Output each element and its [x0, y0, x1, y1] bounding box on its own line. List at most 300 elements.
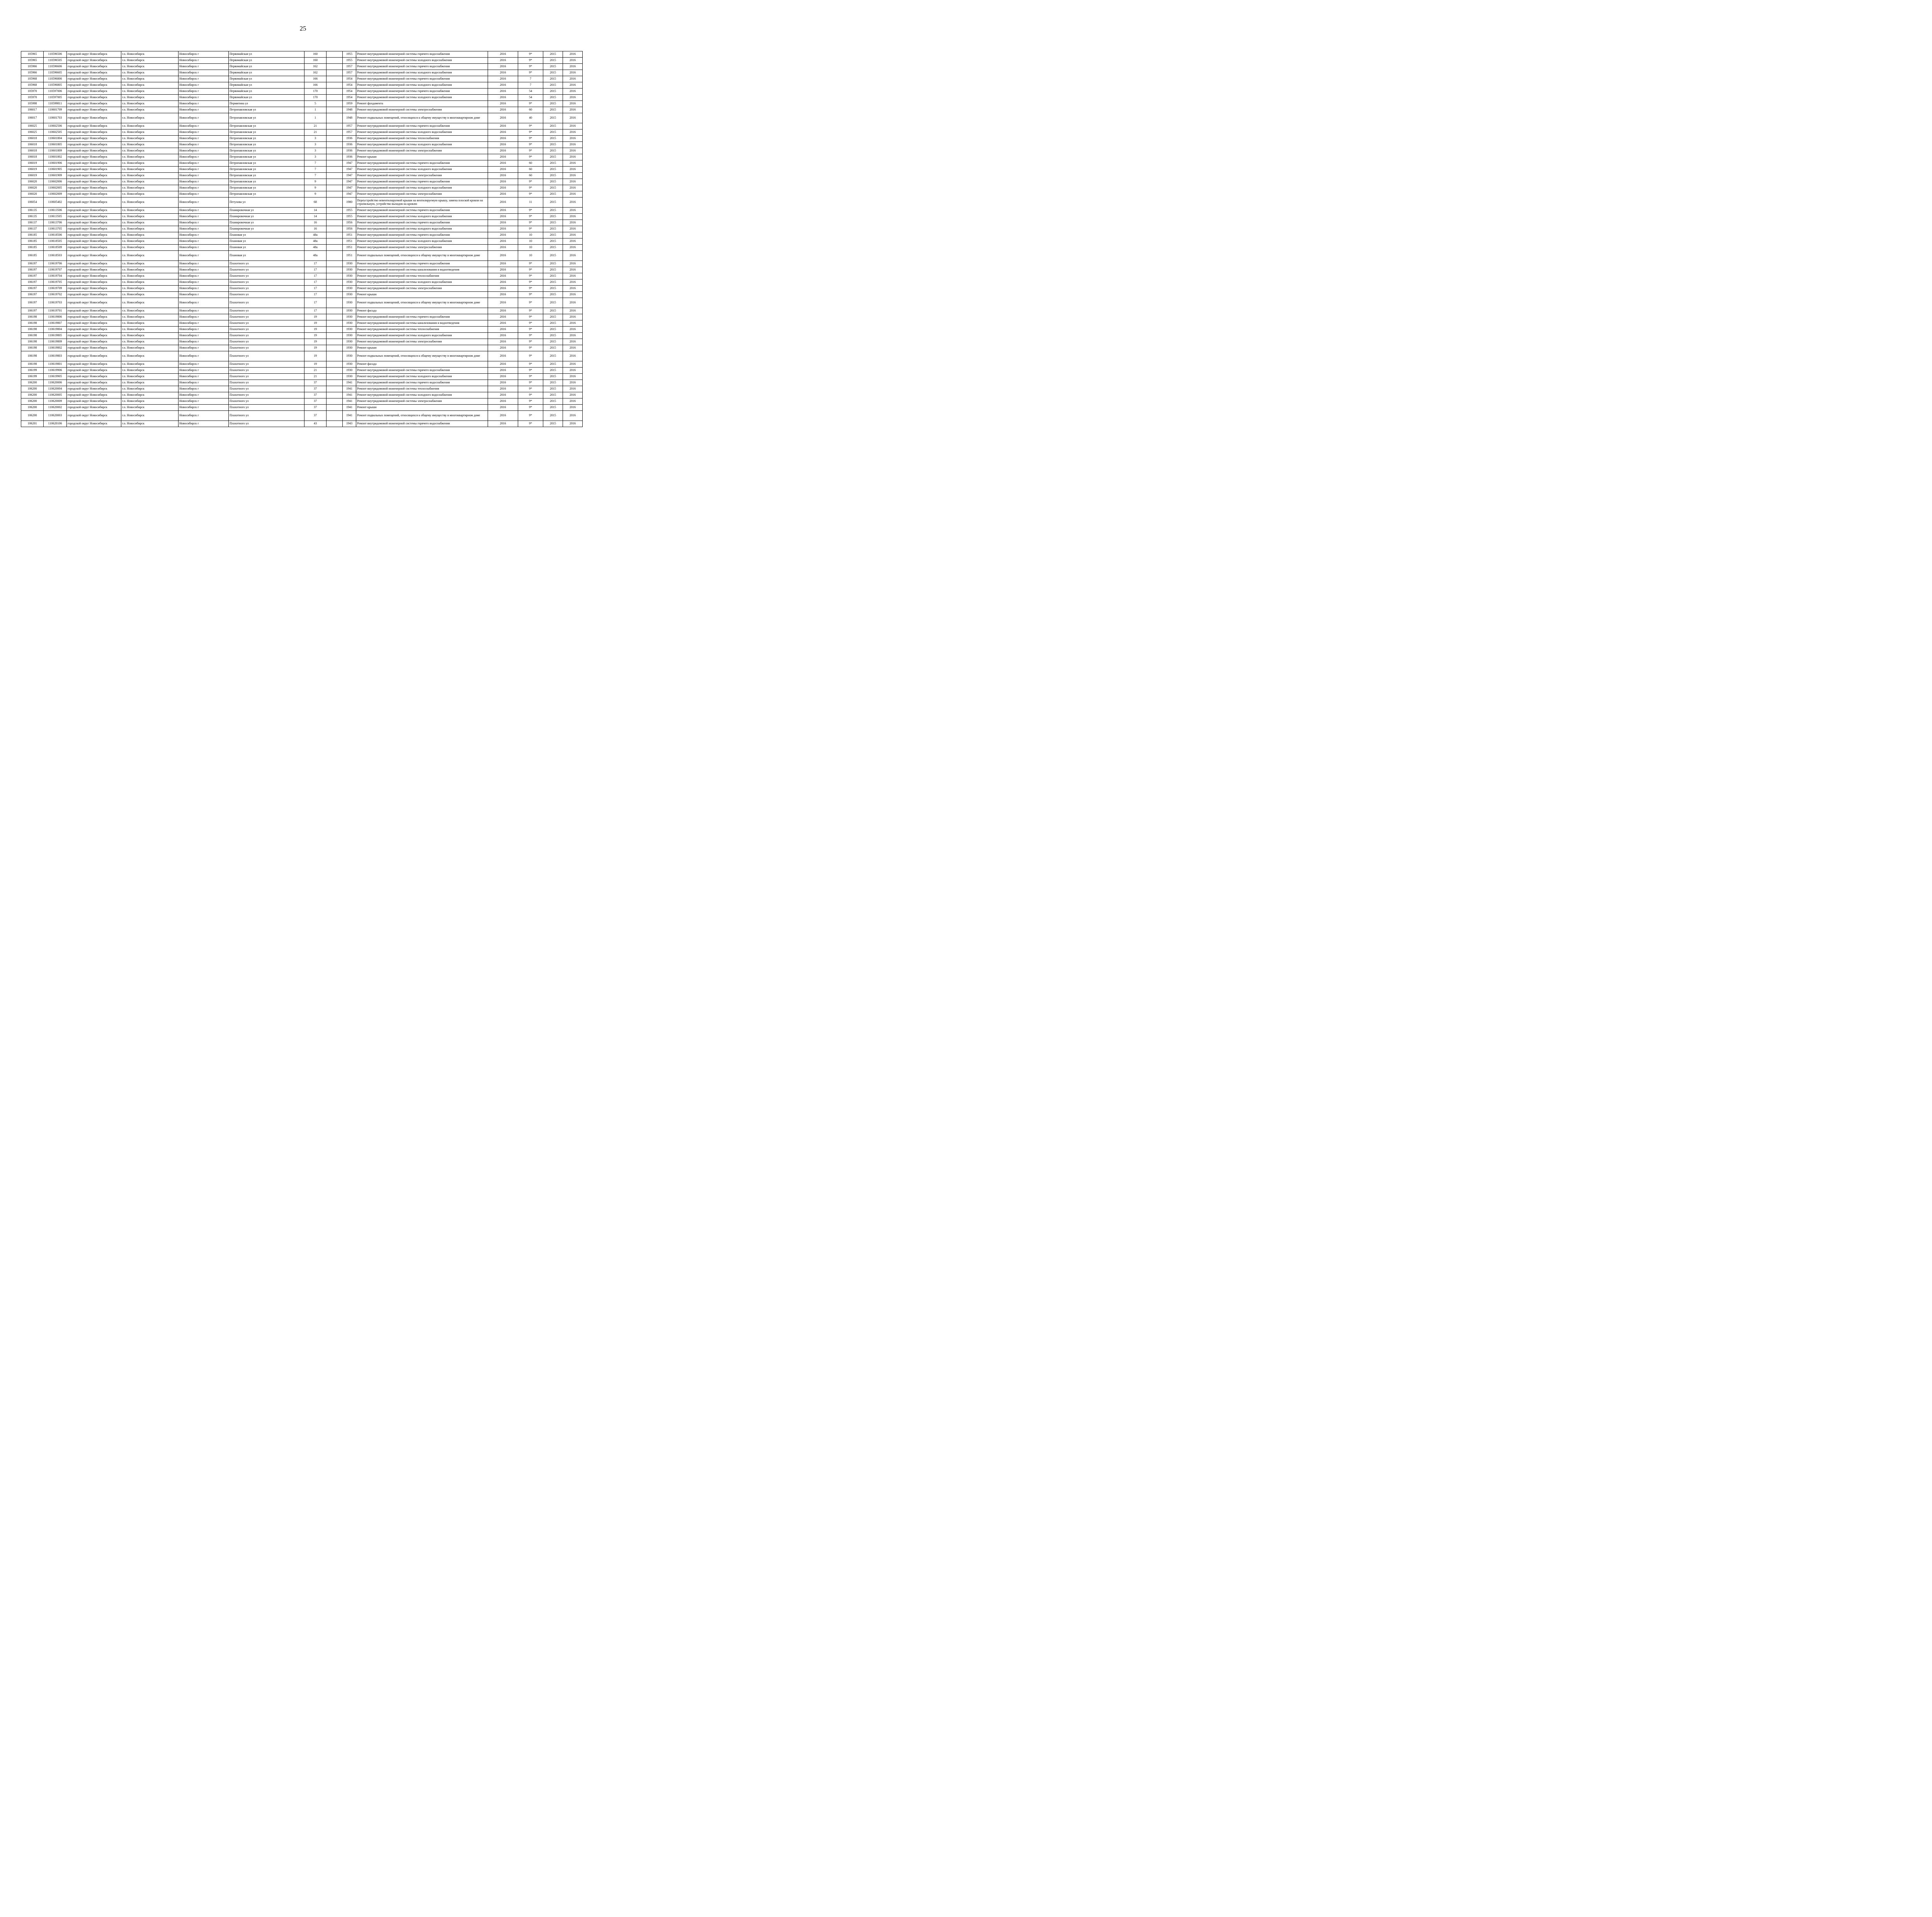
construction-year-cell: 1957: [343, 70, 356, 76]
building-cell: [327, 286, 343, 292]
street-cell: Плахотного ул: [229, 292, 304, 298]
construction-year-cell: 1955: [343, 51, 356, 58]
start-year-cell: 2015: [543, 245, 563, 251]
house-id-cell: 105970: [21, 95, 44, 101]
settlement-cell: Новосибирск г: [179, 70, 229, 76]
wear-percent-cell: 9*: [518, 411, 543, 421]
municipal-district-cell: городской округ Новосибирск: [67, 129, 121, 136]
wear-percent-cell: 10: [518, 251, 543, 261]
municipality-cell: г.о. Новосибирск: [121, 76, 179, 82]
house-number-cell: 37: [304, 398, 327, 405]
end-year-cell: 2016: [563, 411, 583, 421]
plan-year-cell: 2016: [488, 327, 518, 333]
start-year-cell: 2015: [543, 142, 563, 148]
record-id-cell: 110596805: [44, 82, 67, 89]
street-cell: Петропавловская ул: [229, 191, 304, 197]
building-cell: [327, 214, 343, 220]
settlement-cell: Новосибирск г: [179, 113, 229, 123]
work-type-cell: Ремонт внутридомовой инженерной системы горячего водоснабжения: [356, 368, 488, 374]
table-row: [21, 380, 583, 386]
municipal-district-cell: городской округ Новосибирск: [67, 374, 121, 380]
street-cell: Планировочная ул: [229, 220, 304, 226]
plan-year-cell: 2016: [488, 136, 518, 142]
plan-year-cell: 2016: [488, 179, 518, 185]
municipal-district-cell: городской округ Новосибирск: [67, 107, 121, 113]
house-id-cell: 105998: [21, 101, 44, 107]
municipal-district-cell: городской округ Новосибирск: [67, 368, 121, 374]
work-type-cell: Ремонт внутридомовой инженерной системы канализования и водоотведения: [356, 267, 488, 273]
work-type-cell: Ремонт внутридомовой инженерной системы холодного водоснабжения: [356, 226, 488, 232]
construction-year-cell: 1947: [343, 191, 356, 197]
house-number-cell: 5: [304, 101, 327, 107]
house-id-cell: 106198: [21, 345, 44, 351]
house-number-cell: 21: [304, 368, 327, 374]
record-id-cell: 110619804: [44, 327, 67, 333]
construction-year-cell: 1930: [343, 368, 356, 374]
construction-year-cell: 1930: [343, 292, 356, 298]
municipality-cell: г.о. Новосибирск: [121, 154, 179, 160]
start-year-cell: 2015: [543, 226, 563, 232]
house-number-cell: 17: [304, 292, 327, 298]
settlement-cell: Новосибирск г: [179, 101, 229, 107]
plan-year-cell: 2016: [488, 374, 518, 380]
table-row: [21, 361, 583, 368]
municipal-district-cell: городской округ Новосибирск: [67, 327, 121, 333]
end-year-cell: 2016: [563, 351, 583, 361]
table-row: [21, 245, 583, 251]
wear-percent-cell: 9*: [518, 101, 543, 107]
wear-percent-cell: 9*: [518, 148, 543, 154]
page-number: 25: [299, 25, 306, 32]
plan-year-cell: 2016: [488, 232, 518, 238]
house-id-cell: 106197: [21, 292, 44, 298]
street-cell: Пермитина ул: [229, 101, 304, 107]
building-cell: [327, 179, 343, 185]
table-row: [21, 279, 583, 286]
municipality-cell: г.о. Новосибирск: [121, 374, 179, 380]
construction-year-cell: 1930: [343, 267, 356, 273]
wear-percent-cell: 9*: [518, 185, 543, 191]
settlement-cell: Новосибирск г: [179, 314, 229, 320]
wear-percent-cell: 9*: [518, 286, 543, 292]
start-year-cell: 2015: [543, 154, 563, 160]
house-id-cell: 105966: [21, 64, 44, 70]
end-year-cell: 2016: [563, 320, 583, 327]
street-cell: Плахотного ул: [229, 286, 304, 292]
wear-percent-cell: 9*: [518, 123, 543, 129]
table-row: [21, 392, 583, 398]
plan-year-cell: 2016: [488, 267, 518, 273]
street-cell: Петропавловская ул: [229, 179, 304, 185]
start-year-cell: 2015: [543, 314, 563, 320]
house-id-cell: 106197: [21, 298, 44, 308]
table-row: [21, 107, 583, 113]
work-type-cell: Ремонт внутридомовой инженерной системы горячего водоснабжения: [356, 89, 488, 95]
table-row: [21, 405, 583, 411]
wear-percent-cell: 9*: [518, 261, 543, 267]
wear-percent-cell: 60: [518, 173, 543, 179]
municipality-cell: г.о. Новосибирск: [121, 245, 179, 251]
construction-year-cell: 1957: [343, 129, 356, 136]
work-type-cell: Ремонт внутридомовой инженерной системы холодного водоснабжения: [356, 333, 488, 339]
construction-year-cell: 1957: [343, 123, 356, 129]
street-cell: Плахотного ул: [229, 261, 304, 267]
house-id-cell: 106025: [21, 129, 44, 136]
municipality-cell: г.о. Новосибирск: [121, 142, 179, 148]
municipal-district-cell: городской округ Новосибирск: [67, 58, 121, 64]
plan-year-cell: 2016: [488, 101, 518, 107]
house-number-cell: 17: [304, 267, 327, 273]
settlement-cell: Новосибирск г: [179, 220, 229, 226]
table-row: [21, 333, 583, 339]
end-year-cell: 2016: [563, 226, 583, 232]
building-cell: [327, 298, 343, 308]
plan-year-cell: 2016: [488, 107, 518, 113]
settlement-cell: Новосибирск г: [179, 411, 229, 421]
house-id-cell: 106137: [21, 220, 44, 226]
construction-year-cell: 1954: [343, 95, 356, 101]
municipality-cell: г.о. Новосибирск: [121, 361, 179, 368]
house-number-cell: 17: [304, 261, 327, 267]
start-year-cell: 2015: [543, 214, 563, 220]
building-cell: [327, 421, 343, 427]
work-type-cell: Ремонт внутридомовой инженерной системы электроснабжения: [356, 107, 488, 113]
end-year-cell: 2016: [563, 123, 583, 129]
municipal-district-cell: городской округ Новосибирск: [67, 208, 121, 214]
house-number-cell: 16: [304, 226, 327, 232]
street-cell: Плахотного ул: [229, 392, 304, 398]
street-cell: Петухова ул: [229, 197, 304, 208]
start-year-cell: 2015: [543, 129, 563, 136]
work-type-cell: Ремонт внутридомовой инженерной системы теплоснабжения: [356, 386, 488, 392]
work-type-cell: Ремонт внутридомовой инженерной системы горячего водоснабжения: [356, 232, 488, 238]
record-id-cell: 110601804: [44, 136, 67, 142]
settlement-cell: Новосибирск г: [179, 251, 229, 261]
settlement-cell: Новосибирск г: [179, 345, 229, 351]
house-id-cell: 106198: [21, 333, 44, 339]
house-id-cell: 106019: [21, 173, 44, 179]
start-year-cell: 2015: [543, 405, 563, 411]
building-cell: [327, 148, 343, 154]
street-cell: Плахотного ул: [229, 405, 304, 411]
municipal-district-cell: городской округ Новосибирск: [67, 197, 121, 208]
record-id-cell: 110618509: [44, 245, 67, 251]
end-year-cell: 2016: [563, 386, 583, 392]
construction-year-cell: 1930: [343, 261, 356, 267]
municipality-cell: г.о. Новосибирск: [121, 273, 179, 279]
municipality-cell: г.о. Новосибирск: [121, 286, 179, 292]
municipal-district-cell: городской округ Новосибирск: [67, 314, 121, 320]
end-year-cell: 2016: [563, 238, 583, 245]
house-id-cell: 106197: [21, 261, 44, 267]
end-year-cell: 2016: [563, 333, 583, 339]
plan-year-cell: 2016: [488, 160, 518, 167]
settlement-cell: Новосибирск г: [179, 327, 229, 333]
building-cell: [327, 261, 343, 267]
end-year-cell: 2016: [563, 51, 583, 58]
municipality-cell: г.о. Новосибирск: [121, 95, 179, 101]
wear-percent-cell: 9*: [518, 292, 543, 298]
settlement-cell: Новосибирск г: [179, 320, 229, 327]
settlement-cell: Новосибирск г: [179, 298, 229, 308]
plan-year-cell: 2016: [488, 58, 518, 64]
settlement-cell: Новосибирск г: [179, 173, 229, 179]
work-type-cell: Ремонт внутридомовой инженерной системы электроснабжения: [356, 173, 488, 179]
end-year-cell: 2016: [563, 345, 583, 351]
work-type-cell: Ремонт внутридомовой инженерной системы электроснабжения: [356, 191, 488, 197]
plan-year-cell: 2016: [488, 398, 518, 405]
table-row: [21, 339, 583, 345]
municipality-cell: г.о. Новосибирск: [121, 368, 179, 374]
table-row: [21, 179, 583, 185]
municipality-cell: г.о. Новосибирск: [121, 267, 179, 273]
construction-year-cell: 1941: [343, 405, 356, 411]
end-year-cell: 2016: [563, 167, 583, 173]
municipality-cell: г.о. Новосибирск: [121, 339, 179, 345]
record-id-cell: 110596605: [44, 70, 67, 76]
municipal-district-cell: городской округ Новосибирск: [67, 292, 121, 298]
record-id-cell: 110596606: [44, 64, 67, 70]
work-type-cell: Ремонт внутридомовой инженерной системы теплоснабжения: [356, 136, 488, 142]
municipal-district-cell: городской округ Новосибирск: [67, 214, 121, 220]
start-year-cell: 2015: [543, 421, 563, 427]
settlement-cell: Новосибирск г: [179, 286, 229, 292]
municipal-district-cell: городской округ Новосибирск: [67, 226, 121, 232]
municipal-district-cell: городской округ Новосибирск: [67, 286, 121, 292]
start-year-cell: 2015: [543, 308, 563, 314]
construction-year-cell: 1947: [343, 167, 356, 173]
construction-year-cell: 1948: [343, 113, 356, 123]
wear-percent-cell: 54: [518, 89, 543, 95]
wear-percent-cell: 9*: [518, 368, 543, 374]
start-year-cell: 2015: [543, 95, 563, 101]
wear-percent-cell: 9*: [518, 267, 543, 273]
work-type-cell: Ремонт внутридомовой инженерной системы холодного водоснабжения: [356, 185, 488, 191]
construction-year-cell: 1941: [343, 398, 356, 405]
plan-year-cell: 2016: [488, 361, 518, 368]
work-type-cell: Ремонт внутридомовой инженерной системы электроснабжения: [356, 339, 488, 345]
start-year-cell: 2015: [543, 232, 563, 238]
start-year-cell: 2015: [543, 220, 563, 226]
table-row: [21, 220, 583, 226]
record-id-cell: 110620009: [44, 398, 67, 405]
house-number-cell: 162: [304, 64, 327, 70]
start-year-cell: 2015: [543, 374, 563, 380]
municipality-cell: г.о. Новосибирск: [121, 64, 179, 70]
house-id-cell: 105968: [21, 82, 44, 89]
settlement-cell: Новосибирск г: [179, 214, 229, 220]
end-year-cell: 2016: [563, 70, 583, 76]
wear-percent-cell: 9*: [518, 220, 543, 226]
record-id-cell: 110619703: [44, 298, 67, 308]
start-year-cell: 2015: [543, 123, 563, 129]
municipal-district-cell: городской округ Новосибирск: [67, 308, 121, 314]
house-id-cell: 106200: [21, 386, 44, 392]
plan-year-cell: 2016: [488, 286, 518, 292]
municipality-cell: г.о. Новосибирск: [121, 292, 179, 298]
work-type-cell: Ремонт крыши: [356, 154, 488, 160]
work-type-cell: Ремонт внутридомовой инженерной системы горячего водоснабжения: [356, 76, 488, 82]
house-id-cell: 106054: [21, 197, 44, 208]
settlement-cell: Новосибирск г: [179, 308, 229, 314]
start-year-cell: 2015: [543, 191, 563, 197]
end-year-cell: 2016: [563, 129, 583, 136]
house-number-cell: 1: [304, 107, 327, 113]
settlement-cell: Новосибирск г: [179, 398, 229, 405]
record-id-cell: 110619704: [44, 273, 67, 279]
work-type-cell: Ремонт внутридомовой инженерной системы горячего водоснабжения: [356, 380, 488, 386]
municipality-cell: г.о. Новосибирск: [121, 226, 179, 232]
plan-year-cell: 2016: [488, 95, 518, 101]
street-cell: Петропавловская ул: [229, 160, 304, 167]
municipal-district-cell: городской округ Новосибирск: [67, 51, 121, 58]
end-year-cell: 2016: [563, 76, 583, 82]
plan-year-cell: 2016: [488, 333, 518, 339]
municipal-district-cell: городской округ Новосибирск: [67, 82, 121, 89]
start-year-cell: 2015: [543, 70, 563, 76]
work-type-cell: Ремонт подвальных помещений, относящихся к общему имуществу в многоквартирном доме: [356, 113, 488, 123]
table-row: [21, 51, 583, 58]
municipality-cell: г.о. Новосибирск: [121, 308, 179, 314]
settlement-cell: Новосибирск г: [179, 267, 229, 273]
street-cell: Планировочная ул: [229, 226, 304, 232]
wear-percent-cell: 54: [518, 95, 543, 101]
construction-year-cell: 1930: [343, 327, 356, 333]
end-year-cell: 2016: [563, 148, 583, 154]
house-id-cell: 106198: [21, 320, 44, 327]
municipality-cell: г.о. Новосибирск: [121, 101, 179, 107]
construction-year-cell: 1954: [343, 76, 356, 82]
municipality-cell: г.о. Новосибирск: [121, 191, 179, 197]
record-id-cell: 110618506: [44, 232, 67, 238]
house-number-cell: 17: [304, 279, 327, 286]
record-id-cell: 110619906: [44, 368, 67, 374]
work-type-cell: Ремонт внутридомовой инженерной системы горячего водоснабжения: [356, 208, 488, 214]
end-year-cell: 2016: [563, 89, 583, 95]
start-year-cell: 2015: [543, 327, 563, 333]
plan-year-cell: 2016: [488, 279, 518, 286]
municipal-district-cell: городской округ Новосибирск: [67, 386, 121, 392]
building-cell: [327, 392, 343, 398]
municipality-cell: г.о. Новосибирск: [121, 232, 179, 238]
start-year-cell: 2015: [543, 279, 563, 286]
municipality-cell: г.о. Новосибирск: [121, 129, 179, 136]
building-cell: [327, 123, 343, 129]
municipality-cell: г.о. Новосибирск: [121, 173, 179, 179]
building-cell: [327, 129, 343, 136]
table-row: [21, 320, 583, 327]
house-number-cell: 37: [304, 392, 327, 398]
construction-year-cell: 1941: [343, 392, 356, 398]
house-number-cell: 3: [304, 136, 327, 142]
wear-percent-cell: 60: [518, 107, 543, 113]
end-year-cell: 2016: [563, 82, 583, 89]
municipality-cell: г.о. Новосибирск: [121, 214, 179, 220]
work-type-cell: Ремонт подвальных помещений, относящихся к общему имуществу в многоквартирном доме: [356, 411, 488, 421]
street-cell: Планировочная ул: [229, 208, 304, 214]
end-year-cell: 2016: [563, 398, 583, 405]
building-cell: [327, 113, 343, 123]
plan-year-cell: 2016: [488, 113, 518, 123]
construction-year-cell: 1947: [343, 160, 356, 167]
end-year-cell: 2016: [563, 292, 583, 298]
record-id-cell: 110620002: [44, 405, 67, 411]
record-id-cell: 110601909: [44, 173, 67, 179]
record-id-cell: 110601703: [44, 113, 67, 123]
wear-percent-cell: 9*: [518, 345, 543, 351]
end-year-cell: 2016: [563, 197, 583, 208]
record-id-cell: 110620004: [44, 386, 67, 392]
construction-year-cell: 1936: [343, 142, 356, 148]
settlement-cell: Новосибирск г: [179, 238, 229, 245]
house-id-cell: 105966: [21, 70, 44, 76]
municipal-district-cell: городской округ Новосибирск: [67, 95, 121, 101]
house-number-cell: 3: [304, 148, 327, 154]
settlement-cell: Новосибирск г: [179, 51, 229, 58]
building-cell: [327, 320, 343, 327]
start-year-cell: 2015: [543, 64, 563, 70]
table-row: [21, 89, 583, 95]
municipal-district-cell: городской округ Новосибирск: [67, 220, 121, 226]
settlement-cell: Новосибирск г: [179, 226, 229, 232]
work-type-cell: Ремонт фундамента: [356, 101, 488, 107]
end-year-cell: 2016: [563, 107, 583, 113]
wear-percent-cell: 9*: [518, 279, 543, 286]
house-number-cell: 160: [304, 51, 327, 58]
start-year-cell: 2015: [543, 386, 563, 392]
work-type-cell: Ремонт внутридомовой инженерной системы горячего водоснабжения: [356, 179, 488, 185]
house-number-cell: 21: [304, 123, 327, 129]
house-number-cell: 48а: [304, 238, 327, 245]
table-row: [21, 267, 583, 273]
house-id-cell: 105970: [21, 89, 44, 95]
house-number-cell: 19: [304, 320, 327, 327]
table-row: [21, 421, 583, 427]
house-number-cell: 7: [304, 167, 327, 173]
street-cell: Первомайская ул: [229, 70, 304, 76]
house-number-cell: 48а: [304, 232, 327, 238]
work-type-cell: Ремонт внутридомовой инженерной системы электроснабжения: [356, 286, 488, 292]
wear-percent-cell: 9*: [518, 374, 543, 380]
work-type-cell: Ремонт внутридомовой инженерной системы теплоснабжения: [356, 327, 488, 333]
street-cell: Плахотного ул: [229, 279, 304, 286]
building-cell: [327, 89, 343, 95]
street-cell: Плахотного ул: [229, 351, 304, 361]
wear-percent-cell: 9*: [518, 70, 543, 76]
wear-percent-cell: 9*: [518, 191, 543, 197]
municipality-cell: г.о. Новосибирск: [121, 167, 179, 173]
house-id-cell: 106185: [21, 232, 44, 238]
house-id-cell: 106198: [21, 327, 44, 333]
street-cell: Плахотного ул: [229, 320, 304, 327]
end-year-cell: 2016: [563, 214, 583, 220]
record-id-cell: 110602006: [44, 179, 67, 185]
municipality-cell: г.о. Новосибирск: [121, 123, 179, 129]
municipal-district-cell: городской округ Новосибирск: [67, 148, 121, 154]
record-id-cell: 110619706: [44, 261, 67, 267]
municipal-district-cell: городской округ Новосибирск: [67, 298, 121, 308]
plan-year-cell: 2016: [488, 208, 518, 214]
municipality-cell: г.о. Новосибирск: [121, 333, 179, 339]
municipality-cell: г.о. Новосибирск: [121, 220, 179, 226]
construction-year-cell: 1930: [343, 374, 356, 380]
street-cell: Плахотного ул: [229, 327, 304, 333]
municipal-district-cell: городской округ Новосибирск: [67, 173, 121, 179]
house-id-cell: 106200: [21, 405, 44, 411]
municipality-cell: г.о. Новосибирск: [121, 160, 179, 167]
house-number-cell: 43: [304, 421, 327, 427]
plan-year-cell: 2016: [488, 70, 518, 76]
